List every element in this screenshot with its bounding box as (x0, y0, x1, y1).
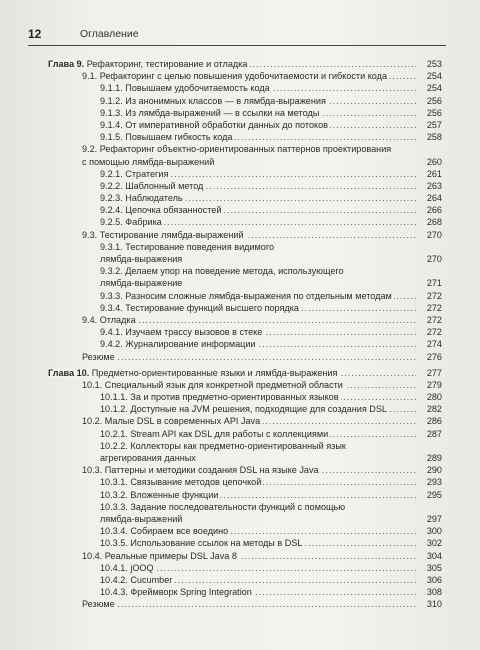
toc-page-number: 276 (426, 351, 442, 362)
toc-entry (48, 143, 442, 155)
toc-entry (48, 338, 442, 350)
toc-page-number: 310 (426, 599, 442, 610)
toc-entry-title (100, 575, 174, 585)
toc-page-number: 258 (426, 132, 442, 143)
page-header (28, 27, 442, 41)
toc-entry-text: 10.1. Специальный язык для конкретной предметной области (82, 379, 343, 390)
toc-page-number: 289 (426, 453, 442, 463)
toc-entry-title (82, 380, 345, 390)
toc-entry-title (82, 352, 117, 362)
toc-page-number: 271 (426, 278, 442, 289)
toc-entry-title (100, 217, 164, 227)
toc-entry-title (100, 83, 272, 93)
toc-entry-text: 9.4.1. Изучаем трассу вызовов в стеке (100, 327, 263, 338)
toc-page-number: 266 (426, 205, 442, 216)
toc-chapter-entry (48, 58, 442, 70)
toc-entry-text: 10.3.2. Вложенные функции (100, 489, 219, 500)
chapter-label: Глава 10. (48, 367, 90, 378)
toc-page-number: 261 (426, 168, 442, 179)
toc-page-number: 254 (426, 71, 442, 82)
toc-entry-title (100, 404, 389, 414)
toc-entry (48, 82, 442, 94)
toc-page-number: 272 (426, 327, 442, 338)
toc-page-number: 282 (426, 404, 442, 415)
toc-entry-title (82, 157, 216, 167)
toc-entry-text: 9.1. Рефакторинг с целью повышения удобочитаемости и гибкости кода (82, 71, 388, 82)
toc-entry-title (100, 169, 170, 179)
toc-entry-text: Резюме (82, 351, 115, 362)
toc-entry-text: Рефакторинг, тестирование и отладка (84, 59, 248, 69)
toc-entry (48, 550, 442, 562)
toc-entry-text: 10.3.5. Использование ссылок на методы в DSL (100, 538, 303, 549)
toc-entry-title (100, 108, 321, 118)
toc-entry-text: 9.1.5. Повышаем гибкость кода (100, 132, 233, 143)
toc-entry (48, 525, 442, 537)
toc-entry-text: 9.4. Отладка (82, 314, 136, 325)
toc-entry (48, 440, 442, 452)
toc-entry-text: 10.2.1. Stream API как DSL для работы с коллекциями (100, 428, 329, 439)
toc-entry (48, 168, 442, 180)
toc-entry-title (100, 563, 156, 573)
toc-entry-text: 9.1.2. Из анонимных классов — в лямбда-выражения (100, 95, 326, 106)
toc-entry-text: 9.1.1. Повышаем удобочитаемость кода (100, 83, 270, 94)
toc-entry (48, 107, 442, 119)
toc-entry (48, 574, 442, 586)
toc-entry-text: 9.3.1. Тестирование поведения видимого (100, 241, 275, 252)
toc-entry-text: 10.3.4. Собираем все воедино (100, 526, 229, 537)
toc-page-number: 253 (426, 59, 442, 69)
toc-entry-text: 10.3.3. Задание последовательности функций с помощью (100, 501, 346, 512)
toc-entry-title (100, 587, 254, 597)
toc-page-number: 260 (426, 156, 442, 167)
toc-entry (48, 428, 442, 440)
toc-entry-title (100, 303, 301, 313)
toc-entry-title (100, 514, 184, 524)
header-rule (28, 45, 446, 46)
toc-entry-text: 9.3.3. Разносим сложные лямбда-выражения по отдельным методам (100, 290, 392, 301)
toc-page-number: 287 (426, 428, 442, 439)
toc-entry-text: Резюме (82, 599, 115, 610)
toc-entry-title (100, 120, 330, 130)
toc-entry (48, 95, 442, 107)
toc-entry (48, 379, 442, 391)
toc-entry-text: 9.1.4. От императивной обработки данных до потоков (100, 119, 329, 130)
toc-page-number: 290 (426, 465, 442, 476)
toc-entry (48, 391, 442, 403)
toc-page-number: 257 (426, 119, 442, 130)
page-number: 12 (28, 27, 42, 41)
toc-entry-text: 9.3.2. Делаем упор на поведение метода, использующего (100, 266, 344, 277)
toc-entry-text: лямбда-выражение (100, 278, 183, 289)
toc-entry (48, 131, 442, 143)
toc-entry-text: Предметно-ориентированные языки и лямбда-выражения (89, 367, 338, 378)
toc-entry (48, 314, 442, 326)
toc-entry (48, 476, 442, 488)
toc-entry (48, 464, 442, 476)
toc-entry (48, 452, 442, 464)
toc-page-number: 280 (426, 392, 442, 403)
toc-page-number: 295 (426, 489, 442, 500)
toc-page-number: 304 (426, 550, 442, 561)
toc-entry (48, 70, 442, 82)
toc-page-number: 300 (426, 526, 442, 537)
chapter-label: Глава 9. (48, 59, 85, 69)
toc-entry-text: 9.1.3. Из лямбда-выражений — в ссылки на методы (100, 107, 320, 118)
toc-entry-text: лямбда-выражений (100, 513, 183, 524)
toc-entry-title (82, 551, 239, 561)
toc-entry (48, 253, 442, 265)
toc-entry-title (100, 502, 347, 512)
toc-entry (48, 586, 442, 598)
toc-entry-text: 9.2.3. Наблюдатель (100, 193, 183, 204)
running-title: Оглавление (80, 28, 139, 40)
toc-entry (48, 192, 442, 204)
toc-page-number: 277 (426, 367, 442, 378)
toc-entry-title (100, 453, 198, 463)
toc-entry (48, 489, 442, 501)
toc-entry-title (100, 96, 328, 106)
toc-entry-title (100, 441, 348, 451)
table-of-contents (48, 58, 442, 610)
toc-entry (48, 501, 442, 513)
toc-entry (48, 513, 442, 525)
toc-entry-title (100, 392, 341, 402)
toc-entry-text: 10.2. Малые DSL в современных API Java (82, 416, 261, 427)
toc-entry (48, 204, 442, 216)
toc-entry-title (100, 327, 264, 337)
toc-entry-title (100, 339, 258, 349)
toc-entry-text: 10.3.1. Связывание методов цепочкой (100, 477, 262, 488)
toc-entry-text: 10.4.1. jOOQ (100, 562, 154, 573)
toc-entry-text: лямбда-выражения (100, 254, 183, 264)
toc-entry-title (100, 278, 184, 288)
toc-entry-text: 10.1.2. Доступные на JVM решения, подходящие для создания DSL (100, 404, 387, 415)
toc-page-number: 302 (426, 538, 442, 549)
toc-entry-text: агрегирования данных (100, 453, 196, 463)
toc-page-number: 270 (426, 229, 442, 240)
toc-page-number: 272 (426, 302, 442, 313)
toc-entry (48, 216, 442, 228)
toc-entry-text: 9.2.5. Фабрика (100, 217, 162, 228)
toc-page-number: 270 (426, 254, 442, 264)
toc-entry-title (82, 71, 389, 81)
toc-entry-title (100, 193, 185, 203)
toc-page-number: 272 (426, 290, 442, 301)
toc-entry-title (82, 465, 321, 475)
toc-page-number: 279 (426, 379, 442, 390)
toc-page-number: 286 (426, 416, 442, 427)
toc-entry (48, 119, 442, 131)
toc-page-number: 308 (426, 587, 442, 598)
toc-entry-text: 10.4.2. Cucumber (100, 574, 173, 585)
toc-entry-title (100, 181, 205, 191)
toc-entry-text: 10.3. Паттерны и методики создания DSL на языке Java (82, 465, 319, 476)
toc-entry (48, 229, 442, 241)
toc-entry-title (100, 205, 223, 215)
toc-entry (48, 265, 442, 277)
toc-entry-text: 9.2.1. Стратегия (100, 168, 169, 179)
toc-entry-title (100, 266, 346, 276)
toc-entry-title (100, 490, 220, 500)
toc-entry-text: 10.2.2. Коллекторы как предметно-ориентированный язык (100, 440, 346, 451)
toc-entry (48, 562, 442, 574)
toc-page-number: 263 (426, 180, 442, 191)
toc-entry (48, 156, 442, 168)
toc-entry-text: 9.2. Рефакторинг объектно-ориентированных паттернов проектирования (82, 144, 392, 155)
toc-entry-text: 9.3.4. Тестирование функций высшего порядка (100, 302, 299, 313)
toc-entry (48, 241, 442, 253)
toc-entry-text: 10.4. Реальные примеры DSL Java 8 (82, 550, 237, 561)
toc-page-number: 306 (426, 574, 442, 585)
toc-entry-text: с помощью лямбда-выражений (82, 156, 215, 167)
toc-entry-text: 9.4.2. Журналирование информации (100, 339, 256, 350)
toc-page-number: 268 (426, 217, 442, 228)
toc-entry-title (100, 526, 230, 536)
toc-entry-title (82, 315, 138, 325)
toc-entry-title (100, 538, 304, 548)
toc-entry (48, 415, 442, 427)
toc-entry-text: 10.4.3. Фреймворк Spring Integration (100, 587, 252, 598)
toc-entry-title (82, 416, 262, 426)
toc-entry (48, 537, 442, 549)
toc-entry (48, 180, 442, 192)
toc-entry (48, 290, 442, 302)
toc-entry-title (100, 429, 330, 439)
toc-entry-text: 9.3. Тестирование лямбда-выражений (82, 229, 244, 240)
toc-entry-title (82, 230, 246, 240)
toc-page-number: 264 (426, 193, 442, 204)
toc-entry-text: 10.1.1. За и против предметно-ориентированных языков (100, 392, 339, 403)
toc-entry (48, 302, 442, 314)
toc-entry-text: 9.2.2. Шаблонный метод (100, 180, 204, 191)
toc-chapter-entry (48, 367, 442, 379)
toc-entry-title (82, 144, 393, 154)
toc-entry-title (48, 59, 249, 69)
toc-page-number: 293 (426, 477, 442, 488)
toc-entry-title (48, 368, 339, 378)
toc-page-number: 305 (426, 562, 442, 573)
toc-entry-title (100, 291, 394, 301)
toc-entry-title (100, 254, 184, 264)
toc-entry-title (100, 477, 263, 487)
toc-entry (48, 403, 442, 415)
toc-entry (48, 277, 442, 289)
toc-page-number: 254 (426, 83, 442, 94)
toc-entry-title (100, 242, 276, 252)
toc-entry-title (82, 599, 117, 609)
toc-page-number: 256 (426, 95, 442, 106)
toc-page-number: 297 (426, 513, 442, 524)
toc-page-number: 272 (426, 314, 442, 325)
toc-entry-text: 9.2.4. Цепочка обязанностей (100, 205, 222, 216)
toc-entry-title (100, 132, 234, 142)
toc-page-number: 256 (426, 107, 442, 118)
toc-entry (48, 351, 442, 363)
toc-entry (48, 598, 442, 610)
toc-page-number: 274 (426, 339, 442, 350)
toc-entry (48, 326, 442, 338)
